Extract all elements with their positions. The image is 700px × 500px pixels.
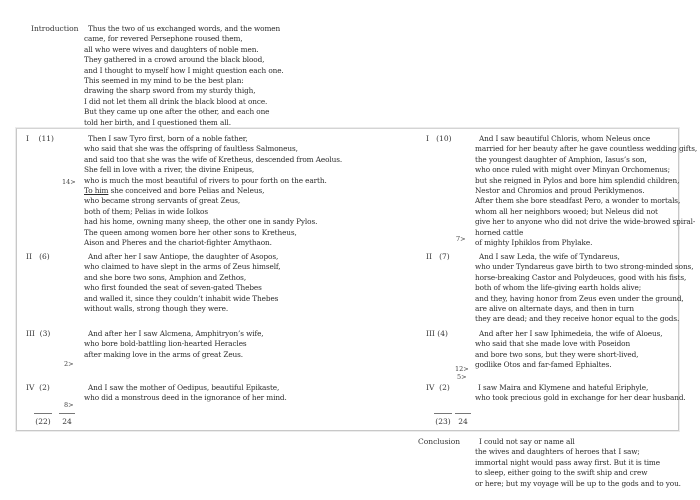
right-section-3-label <box>426 329 448 338</box>
verse-line: horse-breaking Castor and Polydeuces, good with his fists, <box>475 272 687 282</box>
left-section-2-label <box>26 252 50 261</box>
verse-line: and I thought to myself how I might question each one. <box>84 65 284 75</box>
section-numeral: III <box>26 329 35 338</box>
verse-line: the youngest daughter of Amphion, Iasus’s son, <box>475 154 647 164</box>
underlined-phrase: To him <box>84 185 109 195</box>
verse-line: who took precious gold in exchange for her dear husband. <box>475 393 686 403</box>
verse-line: who said that she made love with Poseidon <box>475 339 631 349</box>
verse-line: Then I saw Tyro first, born of a noble father, <box>88 134 248 143</box>
right-section-1-passage <box>475 134 697 248</box>
verse-line: and they, having honor from Zeus even under the ground, <box>475 293 684 303</box>
right-total-count: (23) <box>434 413 452 426</box>
verse-line: horned cattle <box>475 227 524 237</box>
left-total-count: (22) <box>34 413 52 426</box>
conclusion-label: Conclusion <box>418 437 461 446</box>
verse-line: married for her beauty after he gave countless wedding gifts, <box>475 144 698 154</box>
verse-line: had his home, owning many sheep, the other one in sandy Pylos. <box>84 217 318 227</box>
verse-line: and bore two sons, but they were short-lived, <box>475 349 639 359</box>
verse-line: And I saw Leda, the wife of Tyndareus, <box>479 252 620 261</box>
conclusion-passage <box>475 437 681 489</box>
verse-line: godlike Otos and far-famed Ephialtes. <box>475 360 612 370</box>
section-numeral: I <box>426 134 429 143</box>
verse-line: who is much the most beautiful of rivers to pour forth on the earth. <box>84 175 327 185</box>
verse-line: After them she bore steadfast Pero, a wonder to mortals, <box>475 196 681 206</box>
introduction-passage <box>84 24 284 128</box>
section-count: (2) <box>439 383 450 392</box>
verse-line: And after her I saw Alcmena, Amphitryon’s wife, <box>88 329 264 338</box>
verse-line: all who were wives and daughters of noble men. <box>84 44 259 54</box>
verse-line: or here; but my voyage will be up to the gods and to you. <box>475 478 681 488</box>
verse-line: and said too that she was the wife of Kretheus, descended from Aeolus. <box>84 154 343 164</box>
verse-line: who first founded the seat of seven-gated Thebes <box>84 283 262 293</box>
section-numeral: II <box>26 252 32 261</box>
verse-line: both of whom the life-giving earth holds alive; <box>475 283 642 293</box>
section-numeral: IV <box>426 383 435 392</box>
section-count: (10) <box>436 134 452 143</box>
verse-line: I did not let them all drink the black blood at once. <box>84 96 268 106</box>
verse-line: And I saw beautiful Chloris, whom Neleus once <box>479 134 651 143</box>
line-marker: 12> <box>455 365 469 373</box>
verse-line: This seemed in my mind to be the best plan: <box>84 75 244 85</box>
line-marker: 14> <box>62 178 76 186</box>
left-section-1-passage <box>84 134 342 248</box>
verse-line: the wives and daughters of heroes that I saw; <box>475 447 640 457</box>
right-section-2-label <box>426 252 450 261</box>
verse-line: but she reigned in Pylos and bore him splendid children, <box>475 175 680 185</box>
section-count: (7) <box>439 252 450 261</box>
verse-line: Nestor and Chromios and proud Periklymenos. <box>475 185 645 195</box>
verse-line: They gathered in a crowd around the black blood, <box>84 55 265 65</box>
right-section-4-passage <box>475 383 686 404</box>
verse-line: came, for revered Persephone roused them, <box>84 34 243 44</box>
section-numeral: II <box>426 252 432 261</box>
verse-line: I could not say or name all <box>479 437 575 446</box>
verse-line: immortal night would pass away first. But it is time <box>475 457 660 467</box>
line-marker: 8> <box>64 401 74 409</box>
verse-line: The queen among women bore her other sons to Kretheus, <box>84 227 297 237</box>
verse-line: give her to anyone who did not drive the wide-browed spiral- <box>475 217 696 227</box>
line-marker: 7> <box>456 235 466 243</box>
verse-line: who once ruled with might over Minyan Orchomenus; <box>475 165 670 175</box>
verse-line: both of them; Pelias in wide Iolkos <box>84 206 208 216</box>
verse-line: of mighty Iphiklos from Phylake. <box>475 237 593 247</box>
right-total-lines: 24 <box>455 413 471 426</box>
verse-line: and she bore two sons, Amphion and Zethos, <box>84 272 247 282</box>
verse-line: To him she conceived and bore Pelias and Neleus, <box>84 185 265 195</box>
verse-line: But they came up one after the other, and each one <box>84 107 270 117</box>
verse-line: I saw Maira and Klymene and hateful Eriphyle, <box>478 383 649 392</box>
verse-line: who claimed to have slept in the arms of Zeus himself, <box>84 262 281 272</box>
verse-line: who bore bold-battling lion-hearted Heracles <box>84 339 247 349</box>
verse-line: are alive on alternate days, and then in turn <box>475 303 634 313</box>
introduction-label: Introduction <box>31 24 79 33</box>
line-marker: 2> <box>64 360 74 368</box>
verse-line: And after her I saw Antiope, the daughter of Asopos, <box>88 252 279 261</box>
section-count: (2) <box>39 383 50 392</box>
left-section-3-passage <box>84 329 264 360</box>
section-count: (4) <box>437 329 448 338</box>
section-count: (11) <box>38 134 54 143</box>
right-section-2-passage <box>475 252 693 325</box>
left-section-2-passage <box>84 252 280 314</box>
verse-line: And after her I saw Iphimedeia, the wife of Aloeus, <box>479 329 663 338</box>
right-section-1-label <box>426 134 452 143</box>
section-numeral: I <box>26 134 29 143</box>
left-section-4-label <box>26 383 50 392</box>
section-numeral: IV <box>26 383 35 392</box>
left-section-3-label <box>26 329 50 338</box>
section-numeral: III <box>426 329 435 338</box>
left-total-lines: 24 <box>59 413 75 426</box>
section-count: (3) <box>39 329 51 338</box>
right-section-3-passage <box>475 329 662 371</box>
verse-line: Thus the two of us exchanged words, and the women <box>88 24 281 33</box>
verse-line: Aison and Pheres and the chariot-fighter Amythaon. <box>84 237 272 247</box>
verse-line: drawing the sharp sword from my sturdy thigh, <box>84 86 256 96</box>
verse-line: told her birth, and I questioned them all. <box>84 117 231 127</box>
verse-line: whom all her neighbors wooed; but Neleus did not <box>475 206 658 216</box>
verse-line: after making love in the arms of great Zeus. <box>84 349 244 359</box>
right-section-4-label <box>426 383 450 392</box>
left-section-1-label <box>26 134 54 143</box>
verse-line: She fell in love with a river, the divine Enipeus, <box>84 165 255 175</box>
verse-line: who said that she was the offspring of faultless Salmoneus, <box>84 144 298 154</box>
verse-line: who under Tyndareus gave birth to two strong-minded sons, <box>475 262 694 272</box>
line-marker: 5> <box>457 373 467 381</box>
verse-line: to sleep, either going to the swift ship and crew <box>475 468 648 478</box>
verse-line: without walls, strong though they were. <box>84 303 229 313</box>
section-count: (6) <box>39 252 50 261</box>
left-section-4-passage <box>84 383 287 404</box>
verse-line: And I saw the mother of Oedipus, beautiful Epikaste, <box>88 383 280 392</box>
verse-line: and walled it, since they couldn’t inhabit wide Thebes <box>84 293 279 303</box>
verse-line: who did a monstrous deed in the ignorance of her mind. <box>84 393 287 403</box>
verse-line: they are dead; and they receive honor equal to the gods. <box>475 314 680 324</box>
verse-line: who became strong servants of great Zeus, <box>84 196 241 206</box>
